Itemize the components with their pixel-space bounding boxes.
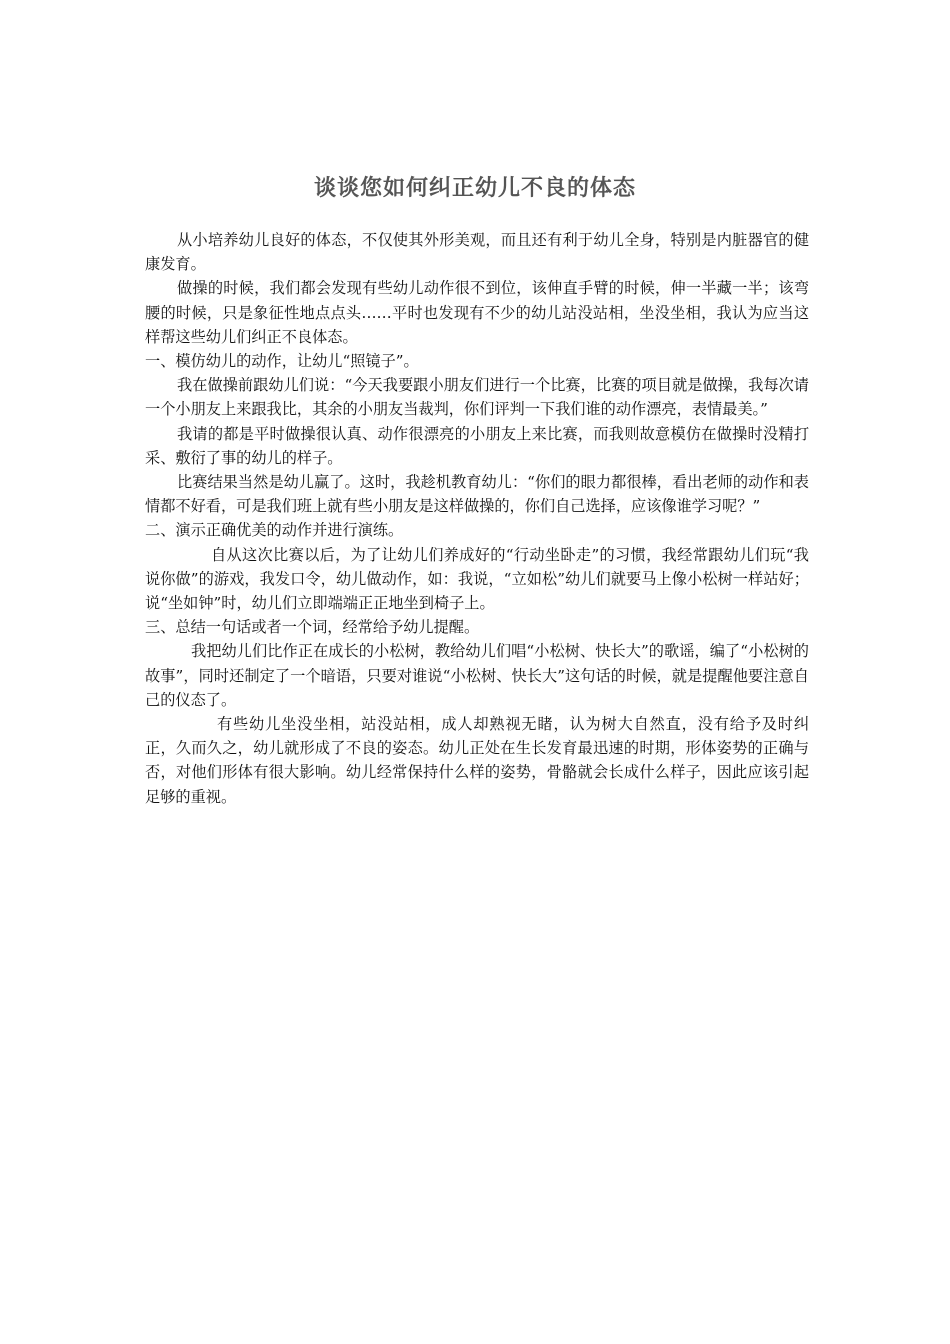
paragraph-intro: 从小培养幼儿良好的体态，不仅使其外形美观，而且还有利于幼儿全身，特别是内脏器官的健康发育。: [145, 231, 809, 274]
paragraph-observation: 做操的时候，我们都会发现有些幼儿动作很不到位，该伸直手臂的时候，伸一半藏一半；该弯腰的时候，只是象征性地点点头……平时也发现有不少的幼儿站没站相，坐没坐相，我认为应当这样帮这些幼儿们纠正不良体态。: [145, 279, 809, 346]
paragraph-game: 自从这次比赛以后，为了让幼儿们养成好的“行动坐卧走”的习惯，我经常跟幼儿们玩“我说你做”的游戏，我发口令，幼儿做动作，如：我说，“立如松”幼儿们就要马上像小松树一样站好；说“坐如钟”时，幼儿们立即端端正正地坐到椅子上。: [145, 545, 809, 613]
paragraph-pine-tree: 我把幼儿们比作正在成长的小松树，教给幼儿们唱“小松树、快长大”的歌谣，编了“小松树的故事”，同时还制定了一个暗语，只要对谁说“小松树、快长大”这句话的时候，就是提醒他要注意自己的仪态了。: [145, 642, 809, 709]
paragraph-imitation: 我请的都是平时做操很认真、动作很漂亮的小朋友上来比赛，而我则故意模仿在做操时没精打采、敷衍了事的幼儿的样子。: [145, 424, 809, 467]
document-body: [145, 228, 809, 809]
section-heading-1: 一、模仿幼儿的动作，让幼儿“照镜子”。: [145, 352, 419, 371]
section-heading-3: 三、总结一句话或者一个词，经常给予幼儿提醒。: [145, 618, 480, 637]
paragraph-result: 比赛结果当然是幼儿赢了。这时，我趁机教育幼儿：“你们的眼力都很棒，看出老师的动作和表情都不好看，可是我们班上就有些小朋友是这样做操的，你们自己选择，应该像谁学习呢？”: [145, 473, 809, 516]
document-title: 谈谈您如何纠正幼儿不良的体态: [313, 176, 636, 201]
paragraph-conclusion: 有些幼儿坐没坐相，站没站相，成人却熟视无睹，认为树大自然直，没有给予及时纠正，久而久之，幼儿就形成了不良的姿态。幼儿正处在生长发育最迅速的时期，形体姿势的正确与否，对他们形体有很大影响。幼儿经常保持什么样的姿势，骨骼就会长成什么样子，因此应该引起足够的重视。: [145, 715, 809, 806]
section-heading-2: 二、演示正确优美的动作并进行演练。: [145, 521, 404, 540]
paragraph-competition: 我在做操前跟幼儿们说：“今天我要跟小朋友们进行一个比赛，比赛的项目就是做操，我每次请一个小朋友上来跟我比，其余的小朋友当裁判，你们评判一下我们谁的动作漂亮，表情最美。”: [145, 376, 809, 419]
